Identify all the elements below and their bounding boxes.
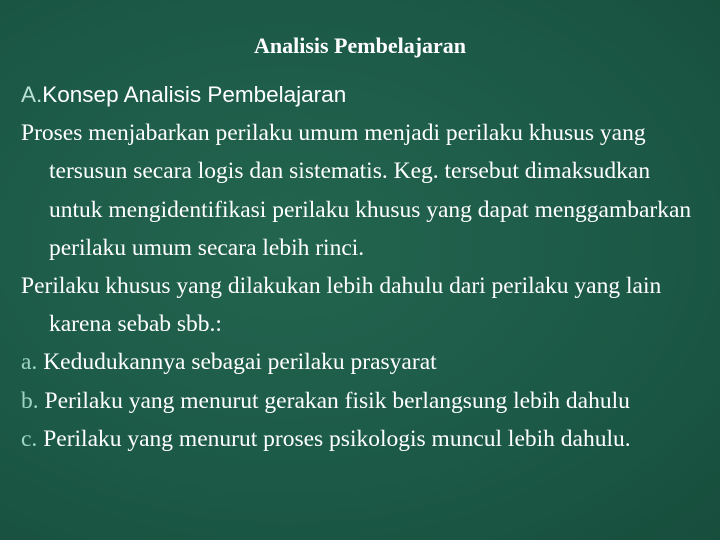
paragraph-order: Perilaku khusus yang dilakukan lebih dahulu dari perilaku yang lain karena sebab sbb.: xyxy=(21,273,662,338)
slide-body xyxy=(21,76,701,458)
list-text-b: Perilaku yang menurut gerakan fisik berlangsung lebih dahulu xyxy=(44,387,630,414)
section-heading xyxy=(21,76,701,114)
slide-title: Analisis Pembelajaran xyxy=(253,33,467,58)
list-text-c: Perilaku yang menurut proses psikologis muncul lebih dahulu. xyxy=(43,425,631,452)
section-marker: A. xyxy=(21,82,43,107)
list-marker-b: b. xyxy=(21,387,39,414)
list-marker-c: c. xyxy=(21,425,38,452)
list-text-a: Kedudukannya sebagai perilaku prasyarat xyxy=(43,349,437,376)
section-heading-text: Konsep Analisis Pembelajaran xyxy=(42,82,347,107)
list-item-c xyxy=(21,420,701,458)
list-item-a xyxy=(21,343,701,381)
list-marker-a: a. xyxy=(21,349,38,376)
paragraph-definition: Proses menjabarkan perilaku umum menjadi perilaku khusus yang tersusun secara logis dan sistematis. Keg. tersebut dimaksudkan untuk mengidentifikasi perilaku khusus yang dapat menggambarkan perilaku umum secara lebih rinci. xyxy=(21,120,692,261)
list-item-b xyxy=(21,382,701,420)
